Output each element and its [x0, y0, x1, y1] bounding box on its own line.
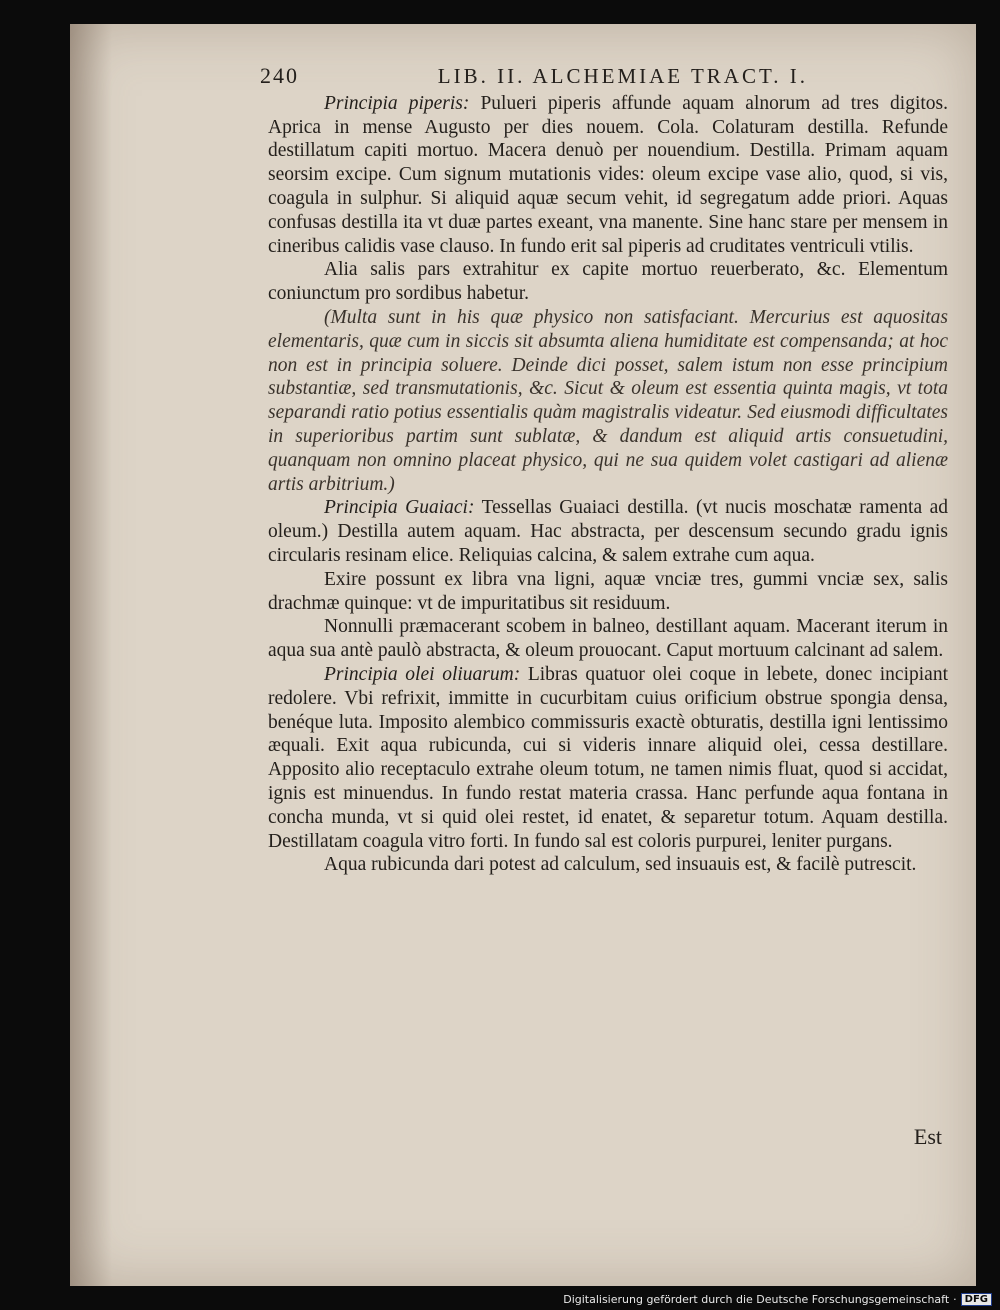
paragraph-text: Pulueri piperis affunde aquam alnorum ad tres digitos. Aprica in mense Augusto per dies nouem. Cola. Colaturam destilla. Refunde destillatum capiti mortuo. Macera denuò per nouendium. Destilla. Primam aquam seorsim excipe. Cum signum mutationis vides: oleum excipe vase alio, quod, si vis, coagula in sulphur. Si aliquid aquæ secum vehit, id segregatum adde priori. Aquas confusas destilla ita vt duæ partes exeant, vna manente. Sine hanc stare per mensem in cineribus calidis vase clauso. In fundo erit sal piperis ad cruditates ventriculi vtilis.: [268, 92, 948, 257]
paragraph-aqua-rubicunda: [268, 853, 948, 877]
page-number: 240: [260, 63, 299, 88]
dfg-logo: DFG: [961, 1293, 992, 1306]
paragraph-alia-salis: [268, 258, 948, 306]
paragraph-principia-guaiaci: [268, 496, 948, 567]
paragraph-text: (Multa sunt in his quæ physico non satisfaciant. Mercurius est aquositas elementaris, quæ cum in siccis sit absumta aliena humiditate est compensanda; at hoc non est in principia soluere. Deinde dici posset, salem istum non esse principium substantiæ, sed transmutationis, &c. Sicut & oleum est essentia quinta magis, vt tota separandi ratio potius essentialis quàm magistralis videatur. Sed eiusmodi difficultates in superioribus partim sunt sublatæ, & dandum est aliquid artis consuetudini, quanquam non omnino placeat physico, qui ne sua quidem volet castigari ad alienæ artis arbitrium.): [268, 306, 948, 495]
paragraph-lead: Principia Guaiaci:: [324, 497, 475, 519]
footer-credit-text: Digitalisierung gefördert durch die Deutsche Forschungsgemeinschaft: [563, 1293, 950, 1306]
paragraph-principia-olei: [268, 663, 948, 853]
paragraph-text: Libras quatuor olei coque in lebete, donec incipiant redolere. Vbi refrixit, immitte in cucurbitam cuius orificium obstrue spongia densa, benéque luta. Imposito alembico commissuris exactè obturatis, destilla igni lentissimo æquali. Exit aqua rubicunda, cui si videris innare aliquid olei, cessa destillare. Apposito alio receptaculo extrahe oleum totum, ne tamen nimis fluat, quod si accidat, ignis est minuendus. In fundo restat materia crassa. Hanc perfunde aqua fontana in concha munda, vt si quid olei restet, id enatet, & separetur totum. Aquam destilla. Destillatam coagula vitro forti. In fundo sal est coloris purpurei, leniter purgans.: [268, 663, 948, 852]
page-content: [260, 63, 948, 877]
paragraph-exire: [268, 568, 948, 616]
paragraph-text: Nonnulli præmacerant scobem in balneo, destillant aquam. Macerant iterum in aqua sua antè paulò abstracta, & oleum prouocant. Caput mortuum calcinant ad salem.: [268, 616, 948, 662]
paragraph-lead: Principia olei oliuarum:: [324, 663, 521, 685]
paragraph-text: Aqua rubicunda dari potest ad calculum, sed insuauis est, & facilè putrescit.: [324, 854, 917, 876]
paragraph-text: Alia salis pars extrahitur ex capite mortuo reuerberato, &c. Elementum coniunctum pro sordibus habetur.: [268, 259, 948, 305]
page-header: [260, 64, 948, 89]
paragraph-principia-piperis: [268, 92, 948, 259]
paragraph-text: Exire possunt ex libra vna ligni, aquæ vnciæ tres, gummi vnciæ sex, salis drachmæ quinque: vt de impuritatibus sit residuum.: [268, 568, 948, 614]
footer-credit: Digitalisierung gefördert durch die Deutsche Forschungsgemeinschaft · DFG: [563, 1293, 992, 1306]
paragraph-nonnulli: [268, 615, 948, 663]
paragraph-lead: Principia piperis:: [324, 92, 470, 114]
paragraph-text: Tessellas Guaiaci destilla. (vt nucis moschatæ ramenta ad oleum.) Destilla autem aquam. Hac abstracta, per descensum secundo gradu ignis circularis resinam elice. Reliquias calcina, & salem extrahe cum aqua.: [268, 497, 948, 566]
catchword: Est: [913, 1124, 942, 1149]
running-title: LIB. II. ALCHEMIAE TRACT. I.: [437, 64, 808, 88]
paragraph-commentary: [268, 306, 948, 496]
